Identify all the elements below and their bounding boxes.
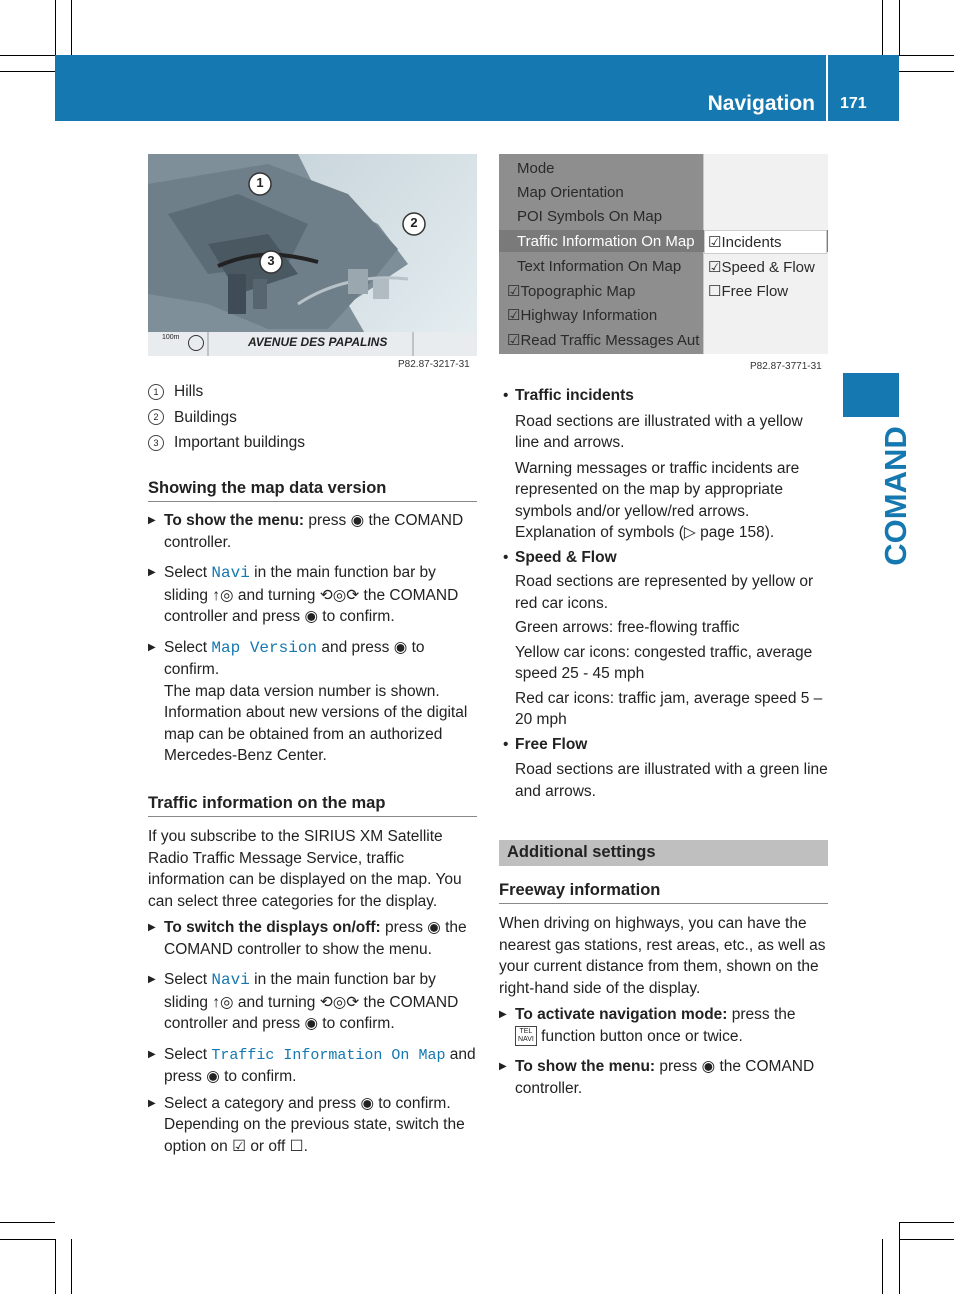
step-lead: To activate navigation mode:	[515, 1006, 728, 1023]
paragraph: Road sections are illustrated with a green line and arrows.	[515, 761, 828, 800]
legend-number: 3	[148, 435, 164, 451]
checkbox-icon: ☑	[507, 332, 521, 349]
figure-id: P82.87-3217-31	[398, 359, 470, 370]
menu-item-mode[interactable]: Mode	[517, 160, 555, 177]
step-lead: To show the menu:	[515, 1058, 656, 1075]
checkbox-icon: ☑	[708, 234, 722, 251]
paragraph: If you subscribe to the SIRIUS XM Satellite Radio Traffic Message Service, traffic information can be displayed on the map. You can select three categories for the display.	[148, 828, 462, 910]
step-text: Select a category and press	[164, 1094, 357, 1112]
turn-controller-icon: ⟲◎⟳	[319, 993, 360, 1011]
step-text: the COMAND controller.	[515, 1058, 815, 1097]
step-text: Select	[164, 638, 208, 656]
bullet-icon: •	[503, 735, 509, 753]
step-lead: To switch the displays on/off:	[164, 919, 381, 936]
compass-icon	[188, 335, 204, 351]
menu-item-poi-symbols[interactable]: POI Symbols On Map	[517, 208, 663, 225]
instruction-step	[148, 1044, 477, 1088]
paragraph: When driving on highways, you can have the nearest gas stations, rest areas, etc., as well as your current distance from them, shown on the right-hand side of the display.	[499, 915, 826, 997]
instruction-step	[148, 917, 477, 960]
category-title: Speed & Flow	[515, 548, 617, 566]
paragraph: Road sections are illustrated with a yellow line and arrows.	[515, 412, 803, 451]
crop-mark	[0, 71, 55, 72]
crop-mark	[899, 55, 954, 56]
map-illustration	[148, 154, 477, 356]
step-text: and turning	[237, 586, 316, 604]
category-item	[499, 734, 828, 756]
section-heading: Freeway information	[499, 880, 828, 905]
step-arrow-icon: ▶	[148, 1048, 156, 1060]
display-text: Map Version	[211, 638, 318, 657]
instruction-step	[148, 1093, 477, 1158]
scale-label: 100m	[162, 334, 180, 341]
section-title: Navigation	[707, 92, 815, 115]
category-body	[499, 571, 828, 731]
step-lead: To show the menu:	[164, 512, 305, 529]
crop-mark	[0, 1239, 55, 1240]
paragraph: Warning messages or traffic incidents are represented on the map by appropriate symbols and/or yellow/red arrows. Explanation of symbols (▷ page 158).	[515, 459, 800, 541]
button-label: TEL	[519, 1028, 533, 1036]
instruction-step	[499, 1056, 828, 1099]
press-controller-icon: ◉	[393, 638, 408, 656]
step-arrow-icon: ▶	[148, 922, 156, 933]
crop-mark	[899, 0, 900, 55]
category-body	[499, 759, 828, 802]
press-controller-icon: ◉	[304, 608, 318, 625]
submenu-free-flow-label: Free Flow	[721, 283, 789, 300]
step-text: to confirm.	[322, 1015, 395, 1032]
menu-item-read-traffic-label: Read Traffic Messages Aut	[520, 332, 700, 349]
figure-id: P82.87-3771-31	[750, 361, 822, 372]
instruction-step	[148, 637, 477, 767]
paragraph: Road sections are represented by yellow or red car icons.	[515, 573, 814, 612]
callout-1: 1	[256, 175, 264, 190]
step-arrow-icon: ▶	[499, 1061, 507, 1072]
step-arrow-icon: ▶	[148, 641, 156, 653]
section-heading: Showing the map data version	[148, 478, 477, 503]
crop-mark	[899, 1222, 900, 1294]
checkbox-icon: ☑	[507, 307, 521, 324]
step-text: the COMAND controller to show the menu.	[164, 919, 467, 958]
menu-right-panel	[704, 154, 828, 354]
submenu-free-flow[interactable]	[708, 282, 788, 300]
submenu-speed-flow-label: Speed & Flow	[721, 259, 815, 276]
step-text: .	[303, 1137, 308, 1155]
instruction-step	[148, 510, 477, 553]
legend-number: 1	[148, 384, 164, 400]
callout-3: 3	[267, 253, 275, 268]
step-text: Select	[164, 971, 208, 988]
paragraph: Red car icons: traffic jam, average speed 5 – 20 mph	[515, 689, 823, 728]
step-text: to confirm.	[378, 1094, 451, 1112]
step-arrow-icon: ▶	[148, 1097, 156, 1109]
step-text: Select	[164, 1045, 208, 1063]
step-text: press the	[731, 1006, 796, 1023]
map-figure	[148, 154, 477, 356]
step-text: in the main function bar by sliding	[164, 971, 436, 1011]
crop-mark	[71, 1239, 72, 1294]
crop-mark	[0, 1222, 55, 1223]
crop-mark	[882, 0, 883, 55]
step-text: the COMAND controller and press	[164, 993, 459, 1032]
press-controller-icon: ◉	[350, 512, 365, 529]
menu-item-highway[interactable]	[507, 306, 657, 324]
legend-item	[148, 432, 477, 454]
bullet-icon: •	[503, 387, 509, 404]
legend-number: 2	[148, 409, 164, 425]
side-tab-label: COMAND	[878, 426, 913, 566]
category-body	[499, 411, 828, 544]
legend-list	[148, 381, 477, 454]
legend-text: Hills	[174, 383, 204, 400]
submenu-incidents-label: Incidents	[721, 234, 782, 251]
menu-item-topographic-label: Topographic Map	[520, 283, 636, 300]
step-text: and press	[164, 1045, 476, 1085]
step-text: press	[308, 512, 347, 529]
press-controller-icon: ◉	[701, 1058, 716, 1075]
callout-2: 2	[410, 215, 418, 230]
submenu-speed-flow[interactable]	[708, 258, 815, 276]
step-text: Select	[164, 564, 208, 581]
crop-mark	[55, 0, 56, 55]
display-text: Navi	[211, 564, 250, 582]
paragraph: Yellow car icons: congested traffic, average speed 25 - 45 mph	[515, 643, 813, 682]
display-text: Traffic Information On Map	[211, 1046, 446, 1064]
menu-figure	[499, 154, 828, 354]
menu-item-highway-label: Highway Information	[520, 307, 658, 324]
crop-mark	[899, 71, 954, 72]
menu-item-traffic-info[interactable]: Traffic Information On Map	[517, 233, 695, 250]
step-text: press	[659, 1058, 698, 1075]
display-text: Navi	[211, 971, 250, 989]
crop-mark	[71, 0, 72, 55]
step-text: press	[385, 919, 423, 936]
section-bar: Additional settings	[499, 840, 828, 866]
button-label: NAVI	[518, 1036, 534, 1044]
checkbox-checked-icon: ☑	[232, 1137, 246, 1155]
step-text: the COMAND controller and press	[164, 586, 459, 625]
step-text: The map data version number is shown. Information about new versions of the digital map can be obtained from an authorized Mercedes-Benz Center.	[164, 682, 468, 764]
checkbox-empty-icon: ☐	[289, 1137, 304, 1155]
category-item	[499, 385, 828, 407]
crop-mark	[899, 1239, 954, 1240]
slide-controller-icon: ↑◎	[212, 993, 234, 1011]
press-controller-icon: ◉	[304, 1015, 318, 1032]
bullet-icon: •	[503, 548, 509, 566]
paragraph: Green arrows: free-flowing traffic	[515, 619, 740, 636]
side-tab	[843, 373, 899, 417]
step-text: to confirm.	[164, 638, 425, 678]
submenu-incidents[interactable]	[708, 233, 782, 251]
page-number: 171	[840, 95, 867, 112]
press-controller-icon: ◉	[427, 919, 441, 936]
tel-navi-button-icon	[515, 1026, 537, 1046]
step-text: Depending on the previous state, switch the option on	[164, 1116, 465, 1155]
right-column	[499, 385, 828, 1099]
instruction-step	[148, 969, 477, 1035]
press-controller-icon: ◉	[206, 1068, 220, 1085]
step-text: function button once or twice.	[541, 1027, 743, 1045]
step-text: to confirm.	[322, 608, 395, 625]
step-arrow-icon: ▶	[148, 515, 156, 526]
press-controller-icon: ◉	[360, 1094, 374, 1112]
legend-text: Buildings	[174, 408, 237, 426]
legend-item	[148, 407, 477, 429]
instruction-step	[148, 562, 477, 628]
category-item	[499, 547, 828, 569]
step-text: the COMAND controller.	[164, 512, 464, 551]
menu-item-text-info[interactable]: Text Information On Map	[517, 258, 682, 275]
crop-mark	[882, 1239, 883, 1294]
checkbox-icon: ☑	[708, 259, 722, 276]
section-heading: Traffic information on the map	[148, 793, 477, 818]
menu-item-topographic[interactable]	[507, 282, 636, 300]
category-title: Traffic incidents	[515, 387, 634, 404]
street-label: AVENUE DES PAPALINS	[248, 335, 388, 349]
category-title: Free Flow	[515, 735, 588, 753]
instruction-step	[499, 1004, 828, 1047]
page-header	[55, 55, 899, 121]
step-text: and press	[321, 638, 390, 656]
legend-item	[148, 381, 477, 403]
checkbox-empty-icon: ☐	[708, 283, 722, 300]
legend-text: Important buildings	[174, 434, 305, 451]
crop-mark	[0, 55, 55, 56]
step-arrow-icon: ▶	[148, 567, 156, 578]
turn-controller-icon: ⟲◎⟳	[319, 586, 360, 604]
header-divider	[826, 55, 828, 121]
step-text: in the main function bar by sliding	[164, 564, 436, 604]
left-column	[148, 381, 477, 1157]
crop-mark	[55, 1239, 56, 1294]
checkbox-icon: ☑	[507, 283, 521, 300]
slide-controller-icon: ↑◎	[212, 586, 234, 604]
step-text: and turning	[237, 993, 316, 1011]
step-text: to confirm.	[224, 1068, 297, 1085]
menu-item-map-orientation[interactable]: Map Orientation	[517, 184, 624, 201]
menu-item-read-traffic[interactable]	[507, 331, 703, 349]
step-arrow-icon: ▶	[148, 974, 156, 985]
step-text: or off	[250, 1137, 286, 1155]
crop-mark	[899, 1222, 954, 1223]
step-arrow-icon: ▶	[499, 1009, 507, 1020]
